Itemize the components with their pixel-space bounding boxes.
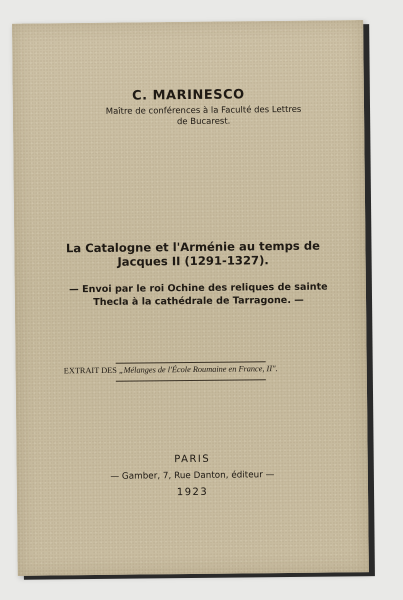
title-line-1: La Catalogne et l'Arménie au temps de [65,238,321,256]
booklet-cover [12,20,369,576]
author-affiliation [83,105,324,130]
extract-rule-bottom [116,379,266,382]
book-subtitle [45,280,352,309]
affiliation-line-1: Maître de conférences à la Faculté des Lettres [105,104,302,117]
extract-rule-top [116,361,266,364]
title-line-2: Jacques II (1291-1327). [117,253,269,269]
subtitle-line-2: Thecla à la cathédrale de Tarragone. — [93,294,304,309]
extract-label: EXTRAIT DES [63,365,117,376]
author-name: C. MARINESCO [132,87,245,104]
publication-place: PARIS [174,453,211,466]
affiliation-line-2: de Bucarest. [176,116,231,128]
extract-source: „Mélanges de l'École Roumaine en France, II". [118,364,278,375]
book-title [34,238,351,269]
subtitle-line-1: — Envoi par le roi Ochine des reliques de sainte [69,281,328,296]
extract-line [64,363,347,375]
publisher: — Gamber, 7, Rue Danton, éditeur — [110,470,275,482]
publication-year: 1923 [176,486,209,499]
